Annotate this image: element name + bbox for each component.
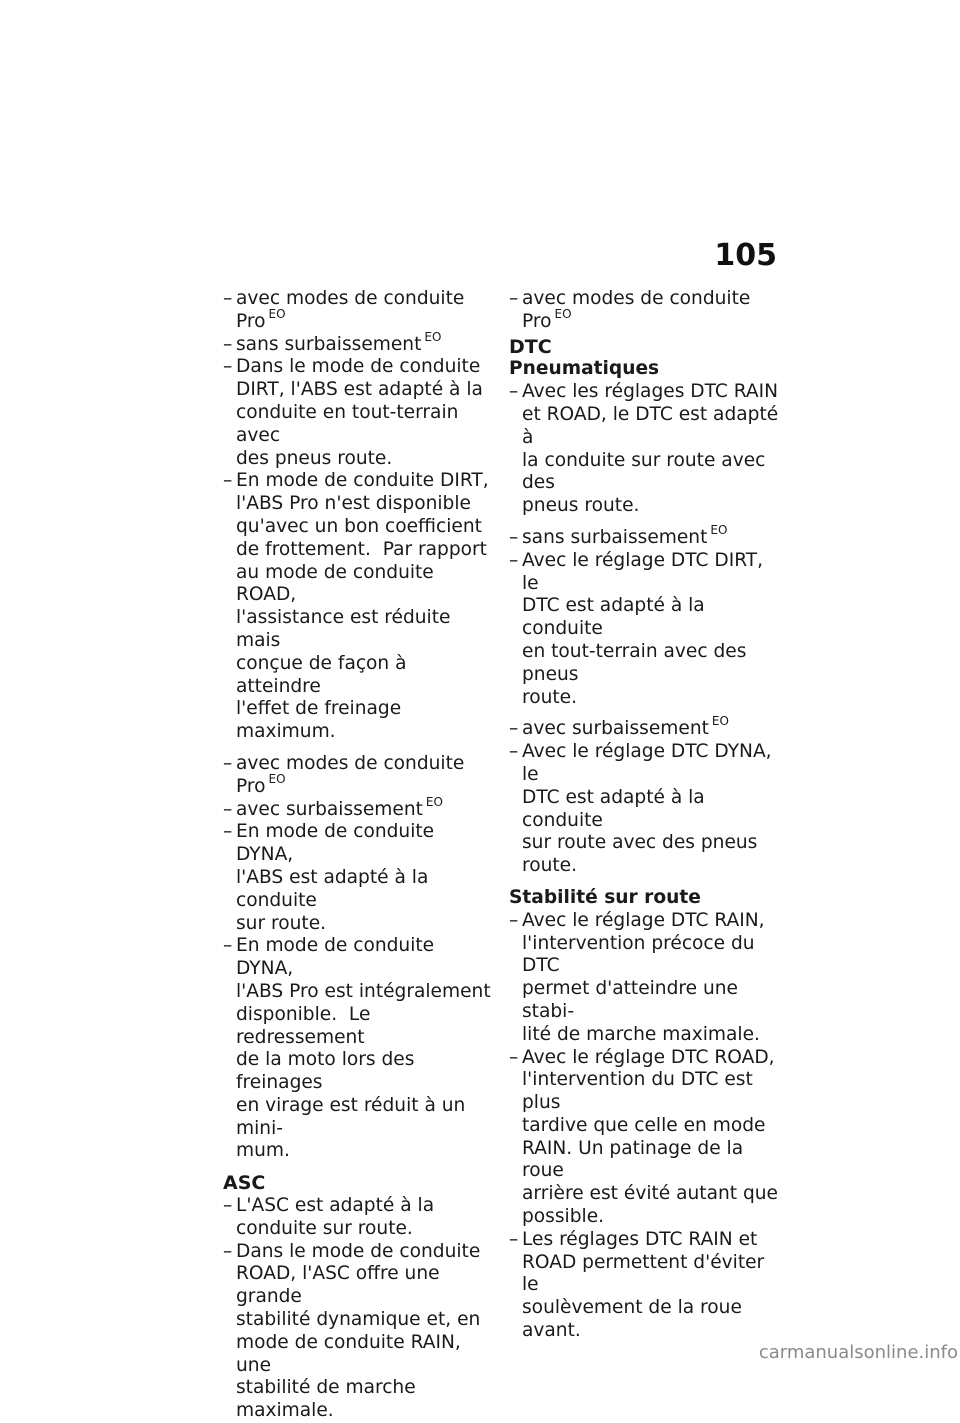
- list-item: [223, 935, 495, 1163]
- list-item-text: avec surbaissement: [522, 718, 709, 740]
- list-item-text: avec modes de conduite Pro: [236, 752, 465, 797]
- list-item: [223, 288, 495, 334]
- list-item-text: Dans le mode de conduite ROAD, l'ASC offre une grande stabilité dynamique et, en mode de conduite RAIN, une stabilité de marche maximale.: [236, 1240, 481, 1422]
- dash-bullet: –: [509, 718, 519, 740]
- list-item: [223, 1195, 495, 1241]
- list-item: [509, 550, 785, 710]
- list-item: [223, 821, 495, 935]
- dash-bullet: –: [223, 1195, 233, 1217]
- list-item-text: En mode de conduite DYNA, l'ABS Pro est intégralement disponible. Le redressement de la moto lors des freinages en virage est réduit à un mini- mum.: [236, 935, 491, 1162]
- optional-equipment-marker: EO: [424, 329, 442, 344]
- optional-equipment-marker: EO: [268, 306, 286, 321]
- list-item-text: avec modes de conduite Pro: [236, 288, 465, 332]
- list-item: [509, 741, 785, 878]
- list-item: [509, 522, 785, 550]
- list-item-text: Avec le réglage DTC DYNA, le DTC est adapté à la conduite sur route avec des pneus route.: [522, 741, 772, 877]
- dash-bullet: –: [223, 356, 233, 378]
- list-item: [509, 910, 785, 1047]
- dash-bullet: –: [509, 526, 519, 548]
- list-item: [223, 1241, 495, 1423]
- list-item-text: Avec les réglages DTC RAIN et ROAD, le DTC est adapté à la conduite sur route avec des pneus route.: [522, 381, 779, 517]
- dash-bullet: –: [223, 1240, 233, 1262]
- page-number: 105: [714, 238, 777, 273]
- optional-equipment-marker: EO: [710, 522, 728, 537]
- list-item-text: En mode de conduite DYNA, l'ABS est adapté à la conduite sur route.: [236, 821, 435, 934]
- section-heading: ASC: [223, 1172, 266, 1195]
- list-item-text: avec modes de conduite Pro: [522, 288, 751, 332]
- list-item-text: En mode de conduite DIRT, l'ABS Pro n'est disponible qu'avec un bon coefficient de frottement. Par rapport au mode de conduite ROAD, l'assistance est réduite mais conçue de façon à atteindre l'effet de freinage maximum.: [236, 470, 489, 743]
- list-item: [223, 329, 495, 357]
- list-item: [223, 470, 495, 744]
- dash-bullet: –: [509, 381, 519, 403]
- list-item-text: Les réglages DTC RAIN et ROAD permettent d'éviter le soulèvement de la roue avant.: [522, 1228, 765, 1342]
- dash-bullet: –: [509, 1046, 519, 1068]
- list-item: [509, 381, 785, 518]
- list-item-text: Dans le mode de conduite DIRT, l'ABS est adapté à la conduite en tout-terrain avec des pneus route.: [236, 356, 483, 469]
- right-column: [509, 288, 785, 1343]
- optional-equipment-marker: EO: [425, 794, 443, 809]
- list-item: [223, 794, 495, 822]
- left-column: [223, 288, 495, 1423]
- optional-equipment-marker: EO: [554, 306, 572, 321]
- list-item-text: avec surbaissement: [236, 798, 423, 820]
- dash-bullet: –: [509, 1228, 519, 1250]
- list-item-text: Avec le réglage DTC ROAD, l'intervention du DTC est plus tardive que celle en mode RAIN. Un patinage de la roue arrière est évité autant que possible.: [522, 1046, 778, 1228]
- dash-bullet: –: [223, 935, 233, 957]
- list-item-text: Avec le réglage DTC DIRT, le DTC est adapté à la conduite en tout-terrain avec des pneus route.: [522, 549, 764, 708]
- dash-bullet: –: [223, 821, 233, 843]
- list-item-text: sans surbaissement: [236, 333, 422, 355]
- list-item: [509, 288, 785, 334]
- optional-equipment-marker: EO: [711, 714, 729, 729]
- section-heading: Stabilité sur route: [509, 886, 701, 908]
- dash-bullet: –: [509, 909, 519, 931]
- list-item: [509, 1047, 785, 1229]
- dash-bullet: –: [509, 549, 519, 571]
- dash-bullet: –: [509, 741, 519, 763]
- dash-bullet: –: [223, 752, 233, 774]
- dash-bullet: –: [223, 288, 233, 309]
- list-item-text: sans surbaissement: [522, 526, 708, 548]
- dash-bullet: –: [223, 333, 233, 355]
- list-item-text: Avec le réglage DTC RAIN, l'intervention précoce du DTC permet d'atteindre une stabi- lité de marche maximale.: [522, 909, 765, 1045]
- section-heading: DTC: [509, 335, 552, 358]
- watermark: carmanualsonline.info: [758, 1342, 958, 1363]
- dash-bullet: –: [509, 288, 519, 309]
- list-item: [509, 714, 785, 741]
- section-heading: Pneumatiques: [509, 358, 660, 380]
- list-item: [223, 356, 495, 470]
- dash-bullet: –: [223, 470, 233, 492]
- list-item-text: L'ASC est adapté à la conduite sur route.: [236, 1195, 435, 1239]
- dash-bullet: –: [223, 798, 233, 820]
- optional-equipment-marker: EO: [268, 771, 286, 786]
- list-item: [509, 1229, 785, 1343]
- list-item: [223, 753, 495, 799]
